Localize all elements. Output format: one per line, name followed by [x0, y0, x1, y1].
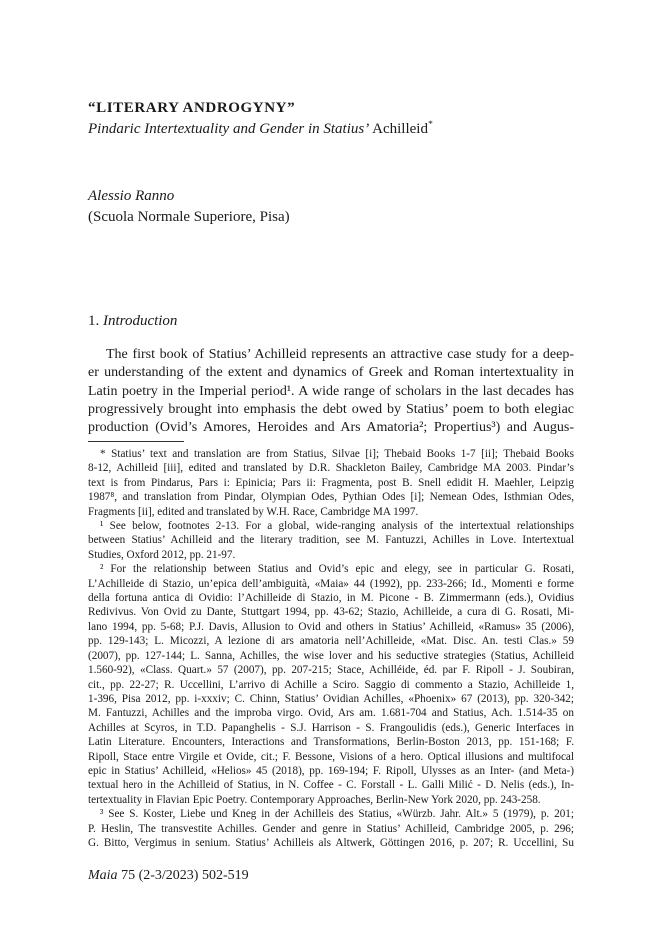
footnote-line: L’Achilleide di Stazio, un’epica dell’ambiguità, «Maia» 44 (1992), pp. 233-266; Id., Momenti e forme	[88, 577, 574, 590]
footnote-line: between Statius’ Achilleid and the literary tradition, see M. Fantuzzi, Achilles in Love. Intertextual	[88, 534, 574, 547]
body-line: er understanding of the extent and dynamics of Greek and Roman intertextuality in	[88, 365, 574, 381]
footnote-line: 1-396, Pisa 2012, pp. i-xxxiv; C. Chinn, Statius’ Ovidian Achilles, «Phoenix» 67 (2013), pp. 320-342;	[88, 692, 574, 705]
footnote-line: 1987⁸, and translation from Pindar, Olympian Odes, Pythian Odes [i]; Nemean Odes, Isthmian Odes,	[88, 491, 574, 504]
footnote-line: ¹ See below, footnotes 2-13. For a global, wide-ranging analysis of the intertextual relationships	[100, 520, 574, 533]
author-affiliation: (Scuola Normale Superiore, Pisa)	[88, 209, 290, 225]
footnote-separator	[88, 441, 184, 442]
footnote-line: tertextuality in Flavian Epic Poetry. Contemporary Approaches, Berlin-New York 2020, pp. 243-258.	[88, 793, 541, 806]
footnotes	[88, 447, 574, 850]
subtitle-italic: Pindaric Intertextuality and Gender in Statius’	[88, 121, 370, 137]
page-footer	[88, 867, 249, 885]
subtitle-footnote-mark: *	[427, 119, 433, 130]
footnote-line: cit., pp. 22-27; R. Uccellini, L’arrivo di Achille a Sciro. Saggio di commento a Stazio, Achilleide 1,	[88, 678, 574, 691]
footnote-line: epic in Statius’ Achilleid, «Helios» 45 (2018), pp. 169-194; F. Ripoll, Ulysses as an Inter- (and Meta-)	[88, 764, 574, 777]
footnote-line: 8-12, Achilleid [iii], edited and translated by D.R. Shackleton Bailey, Cambridge MA 2003. Pindar’s	[88, 462, 574, 475]
footnote-line: lano 1994, pp. 5-68; P.J. Davis, Allusion to Ovid and others in Statius’ Achilleid, «Ramus» 35 (2006),	[88, 620, 574, 633]
subtitle-roman: Achilleid	[369, 121, 428, 137]
article-title: “LITERARY ANDROGYNY”	[88, 100, 296, 116]
footnote-line: pp. 129-143; L. Micozzi, A lezione di ars amatoria nell’Achilleide, «Mat. Disc. An. testi Clas.» 59	[88, 635, 574, 648]
footnote-line: (2007), pp. 127-144; L. Sanna, Achilles, the wise lover and his seductive strategies (Statius, Achilleid	[88, 649, 574, 662]
body-paragraph	[88, 346, 574, 437]
footnote-line: 1.560-92), «Class. Quart.» 57 (2007), pp. 207-215; Stace, Achilléide, éd. par F. Ripoll - J. Soubiran,	[88, 664, 574, 677]
body-line: production (Ovid’s Amores, Heroides and Ars Amatoria²; Propertius³) and Augus-	[88, 420, 574, 436]
footnote-line: della fortuna antica di Ovidio: l’Achilleide di Stazio, in M. Picone - B. Zimmermann (eds.), Ovidius	[88, 592, 574, 605]
footnote-line: Fragments [ii], edited and translated by W.H. Race, Cambridge MA 1997.	[88, 505, 419, 518]
footnote-line: Achilles at Scyros, in T.D. Papanghelis - S.J. Harrison - S. Frangoulidis (eds.), Generic Interfaces in	[88, 721, 574, 734]
footnote-line: Latin Literature. Encounters, Interactions and Transformations, Berlin-Boston 2013, pp. 151-168; F.	[88, 736, 574, 749]
footnote-line: textual hero in the Achilleid of Statius, in N. Coffee - C. Forstall - L. Galli Milić - D. Nelis (eds.), In-	[88, 779, 574, 792]
footnote-line: Ripoll, Stace entre Virgile et Ovide, cit.; F. Bessone, Visions of a hero. Optical illusions and multifocal	[88, 750, 574, 763]
section-heading	[88, 312, 177, 331]
article-subtitle	[88, 120, 588, 139]
footnote-line: Redivivus. Von Ovid zu Dante, Stuttgart 1994, pp. 43-62; Stazio, Achilleide, a cura di G. Rosati, Mi-	[88, 606, 574, 619]
body-line: The first book of Statius’ Achilleid represents an attractive case study for a deep-	[106, 347, 574, 362]
section-title: Introduction	[103, 313, 178, 329]
footnote-line: M. Fantuzzi, Achilles and the improba virgo. Ovid, Ars am. 1.681-704 and Statius, Ach. 1.514-35 on	[88, 707, 574, 720]
footnote-line: G. Bitto, Vergimus in senium. Statius’ Achilleis als Altwerk, Göttingen 2016, p. 207; R. Uccellini, Su	[88, 836, 574, 849]
footnote-line: ³ See S. Koster, Liebe und Kneg in der Achilleis des Statius, «Würzb. Jahr. Alt.» 5 (1979), p. 201;	[100, 808, 574, 821]
footnote-line: Studies, Oxford 2012, pp. 21-97.	[88, 548, 236, 561]
footnote-line: P. Heslin, The transvestite Achilles. Gender and genre in Statius’ Achilleid, Cambridge 2005, p. 296;	[88, 822, 574, 835]
section-number: 1.	[88, 313, 103, 329]
footnote-line: text is from Pindarus, Pars i: Epinicia; Pars ii: Fragmenta, post B. Snell edidit H. Maehler, Leipzig	[88, 476, 574, 489]
footnote-line: * Statius’ text and translation are from Statius, Silvae [i]; Thebaid Books 1-7 [ii]; Thebaid Books	[100, 448, 574, 460]
footer-journal: Maia	[88, 868, 118, 883]
author-name: Alessio Ranno	[88, 188, 175, 204]
footer-citation: 75 (2-3/2023) 502-519	[117, 868, 249, 883]
body-line: Latin poetry in the Imperial period¹. A wide range of scholars in the last decades has	[88, 383, 574, 399]
footnote-line: ² For the relationship between Statius and Ovid’s epic and elegy, see in particular G. Rosati,	[100, 563, 574, 576]
body-line: progressively brought into emphasis the debt owed by Statius’ poem to both elegiac	[88, 401, 574, 417]
